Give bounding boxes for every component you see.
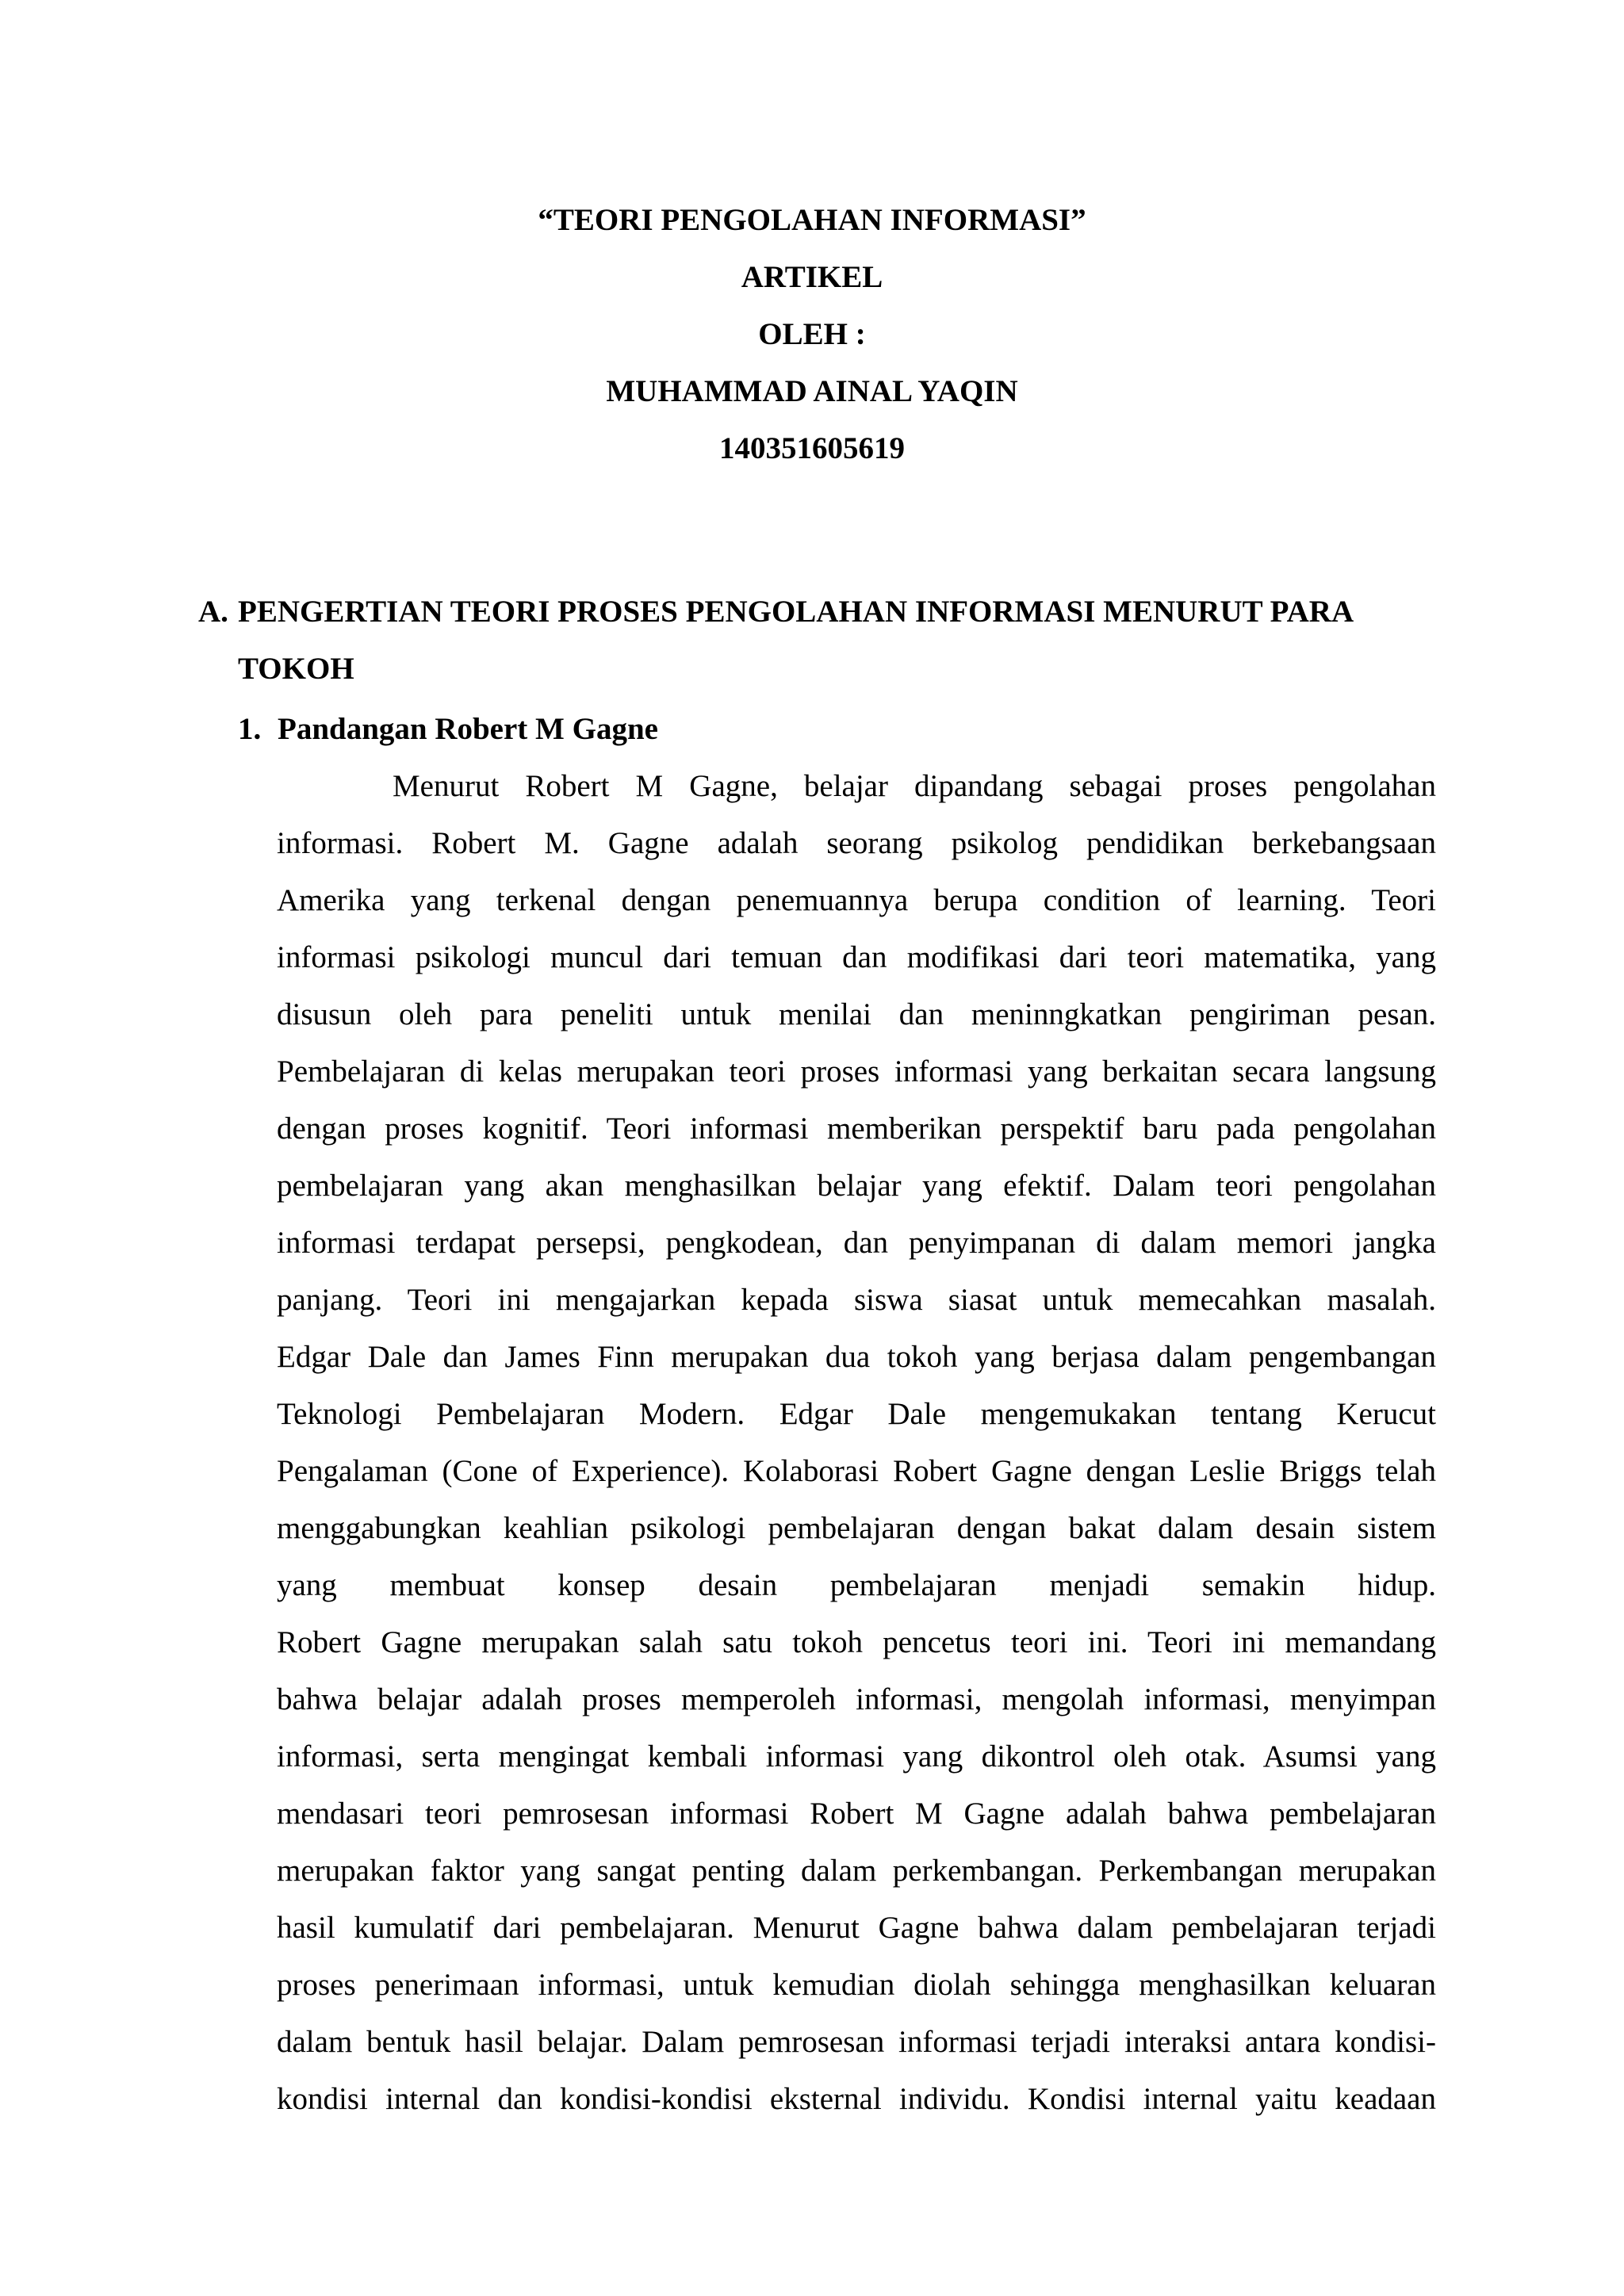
section-letter: A. — [198, 595, 228, 629]
author-prefix: OLEH : — [758, 317, 866, 351]
title-block — [0, 192, 1624, 477]
paragraph-line: dalam bentuk hasil belajar. Dalam pemrosesan informasi terjadi interaksi antara kondisi- — [277, 2025, 1436, 2059]
paragraph-line: Amerika yang terkenal dengan penemuannya berupa condition of learning. Teori — [277, 883, 1436, 917]
paragraph-line: Pembelajaran di kelas merupakan teori proses informasi yang berkaitan secara langsung — [277, 1054, 1436, 1089]
paragraph-line: informasi terdapat persepsi, pengkodean, dan penyimpanan di dalam memori jangka — [277, 1226, 1436, 1260]
subsection-title: Pandangan Robert M Gagne — [278, 712, 658, 746]
article-type: ARTIKEL — [741, 260, 883, 294]
student-id: 140351605619 — [719, 431, 905, 465]
paragraph-line: Edgar Dale dan James Finn merupakan dua tokoh yang berjasa dalam pengembangan — [277, 1340, 1436, 1374]
paragraph-line: merupakan faktor yang sangat penting dalam perkembangan. Perkembangan merupakan — [277, 1854, 1436, 1888]
subsection-number: 1. — [238, 712, 262, 746]
section-heading — [198, 584, 1435, 698]
paragraph-line: bahwa belajar adalah proses memperoleh informasi, mengolah informasi, menyimpan — [277, 1682, 1436, 1716]
body-paragraph — [277, 758, 1436, 2128]
section-title-line1: PENGERTIAN TEORI PROSES PENGOLAHAN INFORMASI MENURUT PARA — [238, 595, 1354, 629]
paragraph-line: proses penerimaan informasi, untuk kemudian diolah sehingga menghasilkan keluaran — [277, 1968, 1436, 2002]
paragraph-line: kondisi internal dan kondisi-kondisi eksternal individu. Kondisi internal yaitu keadaan — [277, 2082, 1436, 2116]
paragraph-line: hasil kumulatif dari pembelajaran. Menurut Gagne bahwa dalam pembelajaran terjadi — [277, 1911, 1436, 1945]
paragraph-line: Pengalaman (Cone of Experience). Kolaborasi Robert Gagne dengan Leslie Briggs telah — [277, 1454, 1436, 1488]
paragraph-line: Robert Gagne merupakan salah satu tokoh pencetus teori ini. Teori ini memandang — [277, 1625, 1436, 1659]
paragraph-line: informasi, serta mengingat kembali informasi yang dikontrol oleh otak. Asumsi yang — [277, 1739, 1436, 1774]
paragraph-line: pembelajaran yang akan menghasilkan belajar yang efektif. Dalam teori pengolahan — [277, 1169, 1436, 1203]
paragraph-line: informasi psikologi muncul dari temuan dan modifikasi dari teori matematika, yang — [277, 940, 1436, 974]
paragraph-line: mendasari teori pemrosesan informasi Robert M Gagne adalah bahwa pembelajaran — [277, 1797, 1436, 1831]
article-title: “TEORI PENGOLAHAN INFORMASI” — [538, 203, 1086, 237]
paragraph-line: panjang. Teori ini mengajarkan kepada siswa siasat untuk memecahkan masalah. — [277, 1283, 1436, 1317]
author-name: MUHAMMAD AINAL YAQIN — [606, 374, 1018, 408]
paragraph-line: informasi. Robert M. Gagne adalah seorang psikolog pendidikan berkebangsaan — [277, 826, 1436, 860]
paragraph-line: menggabungkan keahlian psikologi pembelajaran dengan bakat dalam desain sistem — [277, 1511, 1436, 1545]
paragraph-line: yang membuat konsep desain pembelajaran menjadi semakin hidup. — [277, 1568, 1436, 1602]
subsection-heading — [238, 701, 658, 758]
paragraph-line: Teknologi Pembelajaran Modern. Edgar Dale mengemukakan tentang Kerucut — [277, 1397, 1436, 1431]
section-title-line2: TOKOH — [238, 652, 354, 686]
paragraph-line: Menurut Robert M Gagne, belajar dipandang sebagai proses pengolahan — [393, 769, 1436, 803]
paragraph-line: disusun oleh para peneliti untuk menilai dan meninngkatkan pengiriman pesan. — [277, 997, 1436, 1031]
paragraph-line: dengan proses kognitif. Teori informasi memberikan perspektif baru pada pengolahan — [277, 1112, 1436, 1146]
